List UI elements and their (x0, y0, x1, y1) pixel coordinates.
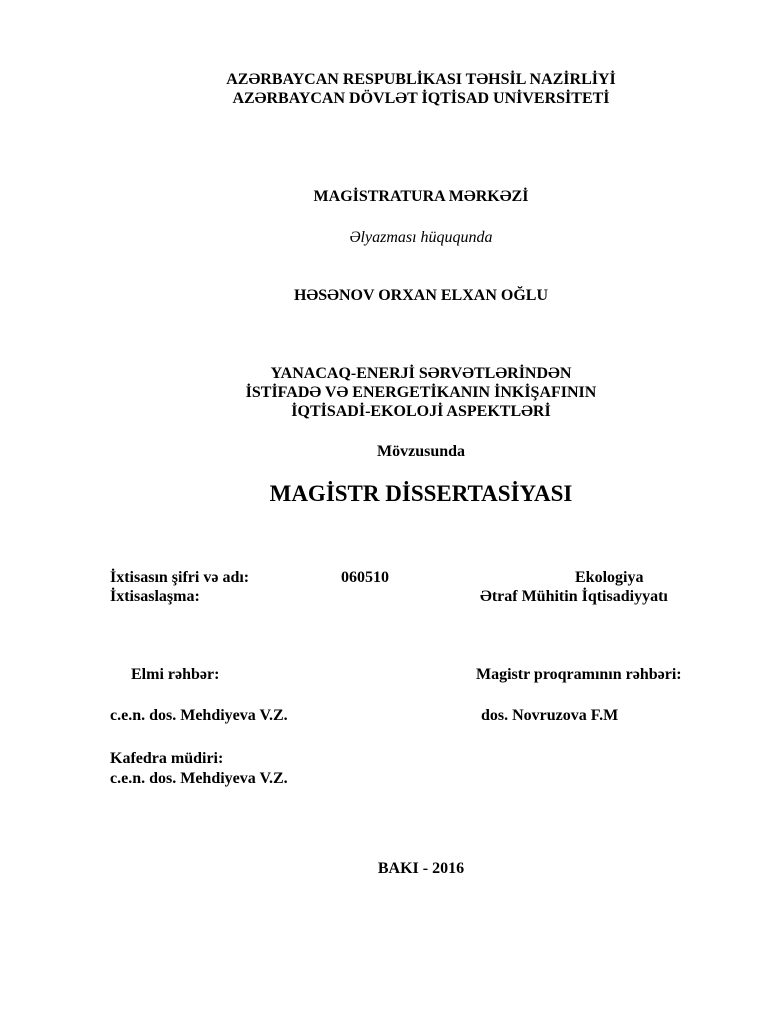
specialty-code-label: İxtisasın şifri və adı: (110, 569, 250, 586)
specialty-code: 060510 (341, 569, 389, 586)
document-type: MAGİSTR DİSSERTASİYASI (269, 481, 573, 506)
place-year: BAKI - 2016 (377, 860, 465, 877)
scientific-supervisor-label: Elmi rəhbər: (131, 666, 220, 683)
program-head-name: dos. Novruzova F.M (481, 707, 619, 724)
department-head-label: Kafedra müdiri: (110, 750, 224, 767)
author-name: HƏSƏNOV ORXAN ELXAN OĞLU (293, 287, 549, 304)
department-head-name: c.e.n. dos. Mehdiyeva V.Z. (110, 770, 288, 787)
topic-line-1: YANACAQ-ENERJİ SƏRVƏTLƏRİNDƏN (270, 365, 572, 382)
specialization-label: İxtisaslaşma: (110, 588, 200, 605)
specialty-name: Ekologiya (575, 569, 644, 586)
university-title: AZƏRBAYCAN DÖVLƏT İQTİSAD UNİVERSİTETİ (232, 90, 610, 107)
center-title: MAGİSTRATURA MƏRKƏZİ (313, 188, 529, 205)
topic-line-3: İQTİSADİ-EKOLOJİ ASPEKTLƏRİ (291, 403, 551, 420)
topic-suffix: Mövzusunda (376, 443, 466, 460)
scientific-supervisor-name: c.e.n. dos. Mehdiyeva V.Z. (110, 707, 288, 724)
manuscript-note: Əlyazması hüququnda (349, 229, 493, 246)
specialization-name: Ətraf Mühitin İqtisadiyyatı (480, 588, 668, 605)
program-head-label: Magistr proqramının rəhbəri: (476, 666, 682, 683)
topic-line-2: İSTİFADƏ VƏ ENERGETİKANIN İNKİŞAFININ (245, 384, 597, 401)
ministry-title: AZƏRBAYCAN RESPUBLİKASI TƏHSİL NAZİRLİYİ (226, 71, 616, 88)
